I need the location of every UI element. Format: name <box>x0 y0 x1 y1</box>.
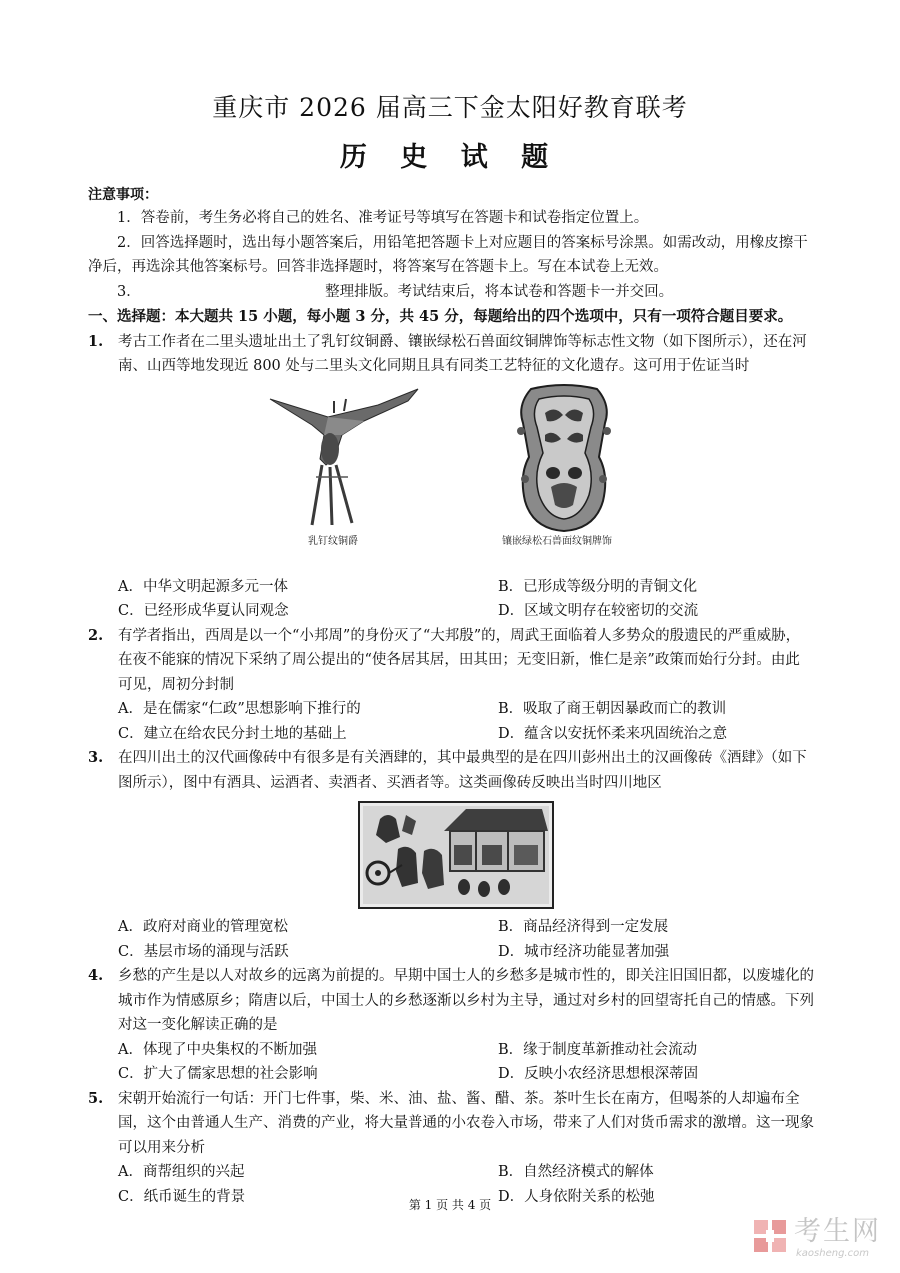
section-heading: 一、选择题：本大题共 15 小题，每小题 3 分，共 45 分，每题给出的四个选项中，只有一项符合题目要求。 <box>88 308 793 325</box>
question-1-figures <box>88 379 814 575</box>
option-c: C．已经形成华夏认同观念 <box>118 603 289 619</box>
option-b: B．商品经济得到一定发展 <box>498 919 669 935</box>
question-number: 5. <box>88 1089 104 1107</box>
question-2-options <box>88 697 814 746</box>
turquoise-plaque-image <box>515 383 613 533</box>
question-5 <box>88 1087 814 1161</box>
option-c: C．纸币诞生的背景 <box>118 1188 246 1205</box>
option-d: D．反映小农经济思想根深蒂固 <box>498 1066 699 1082</box>
question-1 <box>88 330 814 379</box>
question-number: 3. <box>88 749 104 766</box>
watermark-text: 考生网 <box>794 1216 881 1247</box>
question-1-options <box>88 575 814 624</box>
question-stem: 宋朝开始流行一句话：开门七件事，柴、米、油、盐、酱、醋、茶。茶叶生长在南方，但喝茶的人却遍布全国，这个由普通人生产、消费的产业，将大量普通的小农卷入市场，带来了人们对货币需求的激增。这一现象可以用来分析 <box>118 1090 814 1156</box>
option-c: C．建立在给农民分封土地的基础上 <box>118 725 347 742</box>
exam-content <box>88 184 814 1209</box>
question-stem: 乡愁的产生是以人对故乡的远离为前提的。早期中国士人的乡愁多是城市性的，即关注旧国旧都，以废墟化的城市作为情感原乡；隋唐以后，中国士人的乡愁逐渐以乡村为主导，通过对乡村的回望寄托自己的情感。下列对这一变化解读正确的是 <box>118 968 814 1033</box>
exam-title: 重庆市 2026 届高三下金太阳好教育联考 <box>212 93 688 122</box>
option-b: B．自然经济模式的解体 <box>498 1164 654 1180</box>
option-d: D．人身依附关系的松弛 <box>498 1188 655 1205</box>
kaosheng-logo-icon <box>752 1218 790 1258</box>
bronze-jue-image <box>268 387 420 529</box>
page-number: 第 1 页 共 4 页 <box>408 1198 492 1212</box>
option-d: D．城市经济功能显著加强 <box>498 943 670 960</box>
option-a: A．政府对商业的管理宽松 <box>118 919 288 935</box>
option-a: A．中华文明起源多元一体 <box>118 578 288 595</box>
question-stem: 考古工作者在二里头遗址出土了乳钉纹铜爵、镶嵌绿松石兽面纹铜牌饰等标志性文物（如下图所示），还在河南、山西等地发现近 800 处与二里头文化同期且具有同类工艺特征的文化遗存。这可用于佐证当时 <box>118 333 807 374</box>
option-d: D．区域文明存在较密切的交流 <box>498 603 699 619</box>
option-a: A．体现了中央集权的不断加强 <box>118 1041 317 1058</box>
subject-title: 历 史 试 题 <box>339 142 561 173</box>
figure-caption-plaque: 镶嵌绿松石兽面纹铜牌饰 <box>502 535 612 547</box>
watermark <box>752 1216 882 1264</box>
question-number: 2. <box>88 626 104 644</box>
figure-caption-jue: 乳钉纹铜爵 <box>308 535 358 547</box>
notice-item-3-number: 3． <box>117 283 141 300</box>
question-number: 4. <box>88 967 104 984</box>
option-c: C．扩大了儒家思想的社会影响 <box>118 1066 318 1082</box>
question-number: 1. <box>88 332 104 350</box>
question-3 <box>88 746 814 795</box>
option-b: B．已形成等级分明的青铜文化 <box>498 578 698 595</box>
option-d: D．蕴含以安抚怀柔来巩固统治之意 <box>498 725 728 742</box>
question-4 <box>88 964 814 1038</box>
notice-item-2: 2．回答选择题时，选出每小题答案后，用铅笔把答题卡上对应题目的答案标号涂黑。如需改动，用橡皮擦干净后，再选涂其他答案标号。回答非选择题时，将答案写在答题卡上。写在本试卷上无效。 <box>88 234 808 275</box>
option-c: C．基层市场的涌现与活跃 <box>118 943 289 960</box>
notice-item-3 <box>88 280 814 305</box>
question-stem: 有学者指出，西周是以一个“小邦周”的身份灭了“大邦殷”的，周武王面临着人多势众的殷遗民的严重威胁，在夜不能寐的情况下采纳了周公提出的“使各居其居，田其田；无变旧新，惟仁是亲”政策而始行分封。由此可见，周初分封制 <box>118 627 801 693</box>
question-stem: 在四川出土的汉代画像砖中有很多是有关酒肆的，其中最典型的是在四川彭州出土的汉画像砖《酒肆》（如下图所示），图中有酒具、运酒者、卖酒者、买酒者等。这类画像砖反映出当时四川地区 <box>118 750 807 791</box>
notice-item-3-text: 整理排版。考试结束后，将本试卷和答题卡一并交回。 <box>325 283 674 300</box>
notice-item-1: 1．答卷前，考生务必将自己的姓名、准考证号等填写在答题卡和试卷指定位置上。 <box>117 210 649 226</box>
notice-heading: 注意事项： <box>88 187 158 203</box>
option-b: B．吸取了商王朝因暴政而亡的教训 <box>498 701 727 717</box>
question-3-options <box>88 915 814 964</box>
option-b: B．缘于制度革新推动社会流动 <box>498 1041 698 1058</box>
question-3-figure <box>88 795 814 915</box>
option-a: A．商帮组织的兴起 <box>118 1164 245 1180</box>
watermark-url: kaosheng.com <box>796 1248 869 1259</box>
tavern-brick-image <box>358 801 554 909</box>
question-4-options <box>88 1038 814 1087</box>
option-a: A．是在儒家“仁政”思想影响下推行的 <box>118 701 361 717</box>
question-2 <box>88 624 814 698</box>
